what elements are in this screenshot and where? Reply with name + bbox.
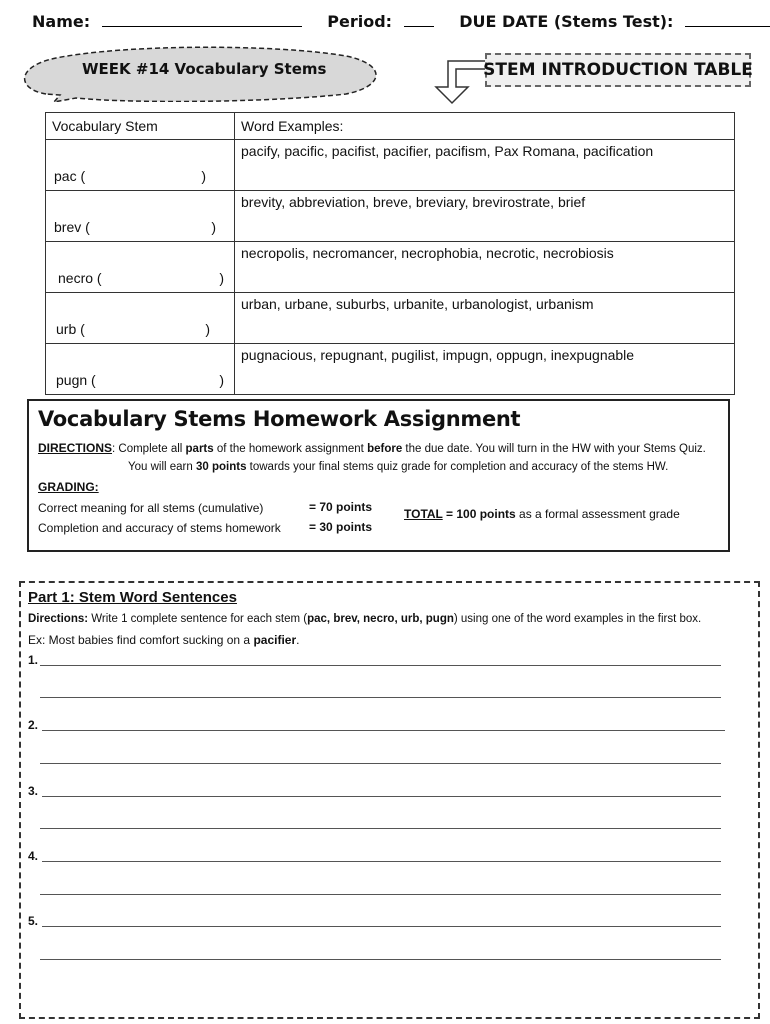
period-label: Period: [327,12,393,31]
week-title: WEEK #14 Vocabulary Stems [82,60,327,78]
col-header-stem: Vocabulary Stem [46,113,235,140]
table-row [46,140,735,191]
answer-line[interactable] [40,894,721,895]
answer-line[interactable] [40,763,721,764]
part1-title: Part 1: Stem Word Sentences [28,589,237,606]
sentence-number: 1. [28,653,39,667]
stem-label: brev ( [54,219,90,235]
stem-examples: pugnacious, repugnant, pugilist, impugn, oppugn, inexpugnable [235,344,735,395]
table-row [46,344,735,395]
grade-meaning-label: Correct meaning for all stems (cumulative) [38,501,264,515]
arrow-down-icon [428,55,488,105]
sentence-number: 3. [28,784,39,798]
name-field[interactable] [102,12,302,27]
stem-examples: pacify, pacific, pacifist, pacifier, pacifism, Pax Romana, pacification [235,140,735,191]
grading-label: GRADING: [38,480,99,494]
stem-examples: urban, urbane, suburbs, urbanite, urbanologist, urbanism [235,293,735,344]
stem-paren: ) [219,270,224,286]
stem-label: necro ( [58,270,102,286]
directions-label: DIRECTIONS [38,441,113,455]
stem-label: pugn ( [56,372,96,388]
stem-examples: necropolis, necromancer, necrophobia, necrotic, necrobiosis [235,242,735,293]
due-date-label: DUE DATE (Stems Test): [459,12,674,31]
sentence-number: 4. [28,849,39,863]
name-label: Name: [32,12,91,31]
period-field[interactable] [404,12,434,27]
answer-line[interactable] [42,926,721,927]
col-header-examples: Word Examples: [235,113,735,140]
answer-line[interactable] [40,665,721,666]
stem-table [45,112,735,395]
stem-label: pac ( [54,168,86,184]
stem-paren: ) [205,321,210,337]
table-header-row [46,113,735,140]
answer-line[interactable] [40,697,721,698]
table-row [46,242,735,293]
table-row [46,191,735,242]
stem-paren: ) [211,219,216,235]
stem-paren: ) [219,372,224,388]
due-date-field[interactable] [685,12,770,27]
stem-paren: ) [201,168,206,184]
grade-meaning-value: = 70 points [309,500,373,514]
sentence-number: 5. [28,914,39,928]
answer-line[interactable] [40,959,721,960]
table-row [46,293,735,344]
grade-completion-value: = 30 points [309,520,373,534]
answer-line[interactable] [40,828,721,829]
stem-intro-title: STEM INTRODUCTION TABLE [485,53,751,87]
grade-completion-label: Completion and accuracy of stems homework [38,521,281,535]
header [32,12,752,36]
answer-line[interactable] [42,861,721,862]
answer-line[interactable] [42,796,721,797]
sentence-number: 2. [28,718,39,732]
stem-examples: brevity, abbreviation, breve, breviary, brevirostrate, brief [235,191,735,242]
part1-example: Ex: Most babies find comfort sucking on a pacifier. [28,633,300,647]
homework-directions-2: You will earn 30 points towards your final stems quiz grade for completion and accuracy of the stems HW. [128,461,669,473]
homework-title: Vocabulary Stems Homework Assignment [38,407,521,431]
answer-line[interactable] [42,730,725,731]
grade-total: TOTAL = 100 points as a formal assessment grade [404,507,680,521]
part1-directions: Directions: Write 1 complete sentence for each stem (pac, brev, necro, urb, pugn) using one of the word examples in the first box. [28,613,702,625]
stem-label: urb ( [56,321,85,337]
homework-directions: DIRECTIONS: Complete all parts of the homework assignment before the due date. You will turn in the HW with your Stems Quiz. [38,441,706,455]
